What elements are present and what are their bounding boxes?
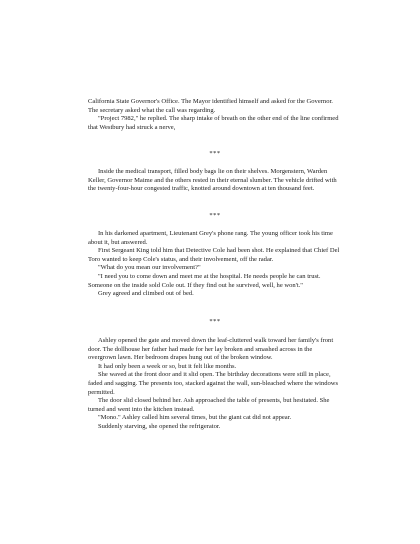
section-1	[88, 98, 342, 132]
scene-break: ***	[209, 212, 221, 219]
paragraph: The door slid closed behind her. Ash approached the table of presents, but hesitated. She turned and went into the kitchen instead.	[88, 397, 330, 413]
paragraph: "Mono." Ashley called him several times, but the giant cat did not appear.	[98, 414, 292, 422]
scene-break: ***	[209, 150, 221, 157]
paragraph: It had only been a week or so, but it felt like months.	[98, 362, 237, 370]
paragraph: Suddenly starving, she opened the refrigerator.	[98, 422, 221, 430]
paragraph: She waved at the front door and it slid open. The birthday decorations were still in place, faded and sagging. The presents too, stacked against the wall, sun-bleached where the windows permitted.	[88, 371, 339, 396]
paragraph: "Project 7982," he replied. The sharp intake of breath on the other end of the line confirmed that Westbury had struck a nerve,	[88, 115, 339, 131]
paragraph: Ashley opened the gate and moved down the leaf-cluttered walk toward her family's front door. The dollhouse her father had made for her lay broken and smashed across in the overgrown lawn. Her bedroom drapes hung out of the broken window.	[88, 337, 334, 362]
paragraph: "What do you mean our involvement?"	[98, 264, 201, 272]
paragraph: First Sergeant King told him that Detective Cole had been shot. He explained that Chief Del Toro wanted to keep Cole's status, and their involvement, off the radar.	[88, 247, 340, 263]
paragraph: In his darkened apartment, Lieutenant Grey's phone rang. The young officer took his time about it, but answered.	[88, 230, 333, 246]
section-3	[88, 230, 342, 299]
scene-break: ***	[209, 318, 221, 325]
section-2	[88, 168, 342, 194]
paragraph: "I need you to come down and meet me at the hospital. He needs people he can trust. Someone on the inside sold Cole out. If they find out he survived, well, he won't."	[88, 272, 321, 289]
paragraph: Inside the medical transport, filled body bags lie on their shelves. Morgenstern, Warden Keller, Governor Maime and the others rested in their eternal slumber. The vehicle drifted with the twenty-four-hour congested traffic, knotted around downtown at ten thousand feet.	[88, 168, 337, 193]
paragraph: Grey agreed and climbed out of bed.	[98, 290, 194, 298]
section-4	[88, 337, 342, 432]
paragraph: California State Governor's Office. The Mayor identified himself and asked for the Governor. The secretary asked what the call was regarding.	[88, 98, 333, 114]
